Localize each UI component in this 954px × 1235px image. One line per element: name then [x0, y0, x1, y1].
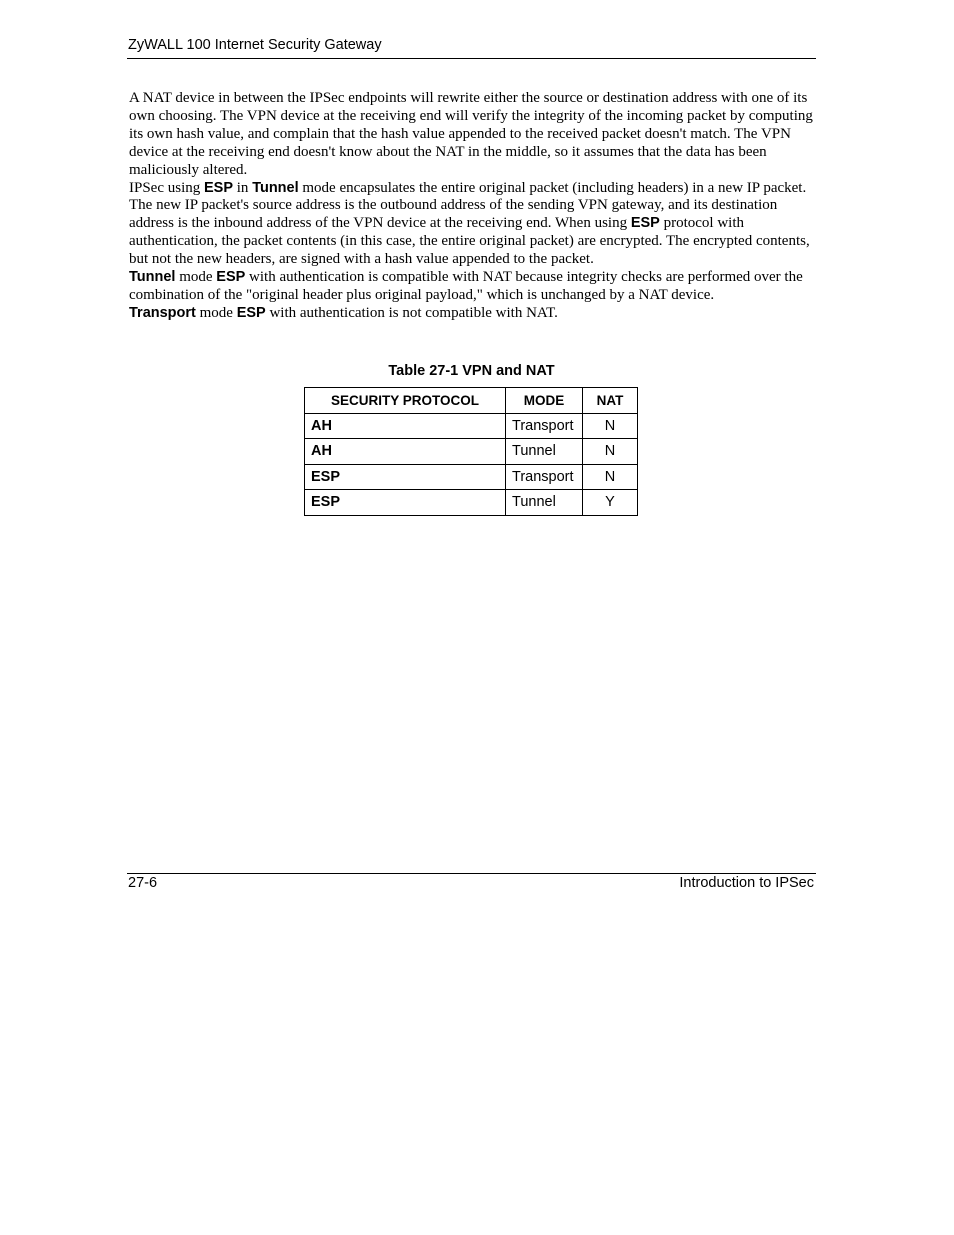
paragraph-transport-incompatible	[129, 305, 817, 323]
running-header: ZyWALL 100 Internet Security Gateway	[128, 37, 382, 53]
table-caption: Table 27-1 VPN and NAT	[388, 363, 555, 379]
column-header-security-protocol: SECURITY PROTOCOL	[305, 388, 506, 414]
term-transport: Transport	[129, 304, 196, 321]
text-run: protocol with authentication, the packet contents (in this case, the entire original packet) are encrypted. The encrypted contents, but not the new headers, are signed with a hash value appended to the packet.	[129, 215, 810, 268]
text-run: with authentication is compatible with NAT because integrity checks are performed over the combination of the "original header plus original payload," which is unchanged by a NAT device.	[129, 269, 803, 303]
cell-nat: N	[583, 413, 638, 439]
term-esp: ESP	[216, 269, 246, 286]
cell-protocol: ESP	[305, 464, 506, 490]
page-number: 27-6	[128, 875, 158, 891]
cell-protocol: AH	[305, 413, 506, 439]
table-row	[305, 464, 638, 490]
cell-mode: Tunnel	[506, 490, 583, 516]
table-row	[305, 490, 638, 516]
cell-nat: N	[583, 464, 638, 490]
paragraph-nat-rewrite: A NAT device in between the IPSec endpoints will rewrite either the source or destination address with one of its own choosing. The VPN device at the receiving end will verify the integrity of the incoming packet by computing its own hash value, and complain that the hash value appended to the received packet doesn't match. The VPN device at the receiving end doesn't know about the NAT in the middle, so it assumes that the data has been maliciously altered.	[129, 90, 813, 178]
text-run: with authentication is not compatible with NAT.	[265, 304, 558, 321]
cell-mode: Transport	[506, 413, 583, 439]
column-header-nat: NAT	[583, 388, 638, 414]
footer-rule	[127, 873, 816, 874]
text-run: mode	[195, 304, 237, 321]
footer-section-title: Introduction to IPSec	[679, 875, 814, 891]
table-row	[305, 413, 638, 439]
text-run: mode	[175, 269, 217, 286]
vpn-nat-table	[304, 387, 638, 516]
term-esp: ESP	[236, 304, 266, 321]
text-run: IPSec using	[129, 179, 204, 196]
table-row	[305, 439, 638, 465]
cell-mode: Transport	[506, 464, 583, 490]
cell-protocol: AH	[305, 439, 506, 465]
cell-nat: N	[583, 439, 638, 465]
paragraph-tunnel-compatible	[129, 269, 817, 305]
text-run: mode encapsulates the entire original packet (including headers) in a new IP packet. The new IP packet's source address is the outbound address of the sending VPN gateway, and its destination address is the inbound address of the VPN device at the receiving end. When using	[129, 179, 807, 232]
text-run: in	[233, 179, 253, 196]
term-esp: ESP	[204, 179, 234, 196]
table-header-row	[305, 388, 638, 414]
term-tunnel: Tunnel	[252, 179, 299, 196]
header-rule	[127, 58, 816, 59]
cell-mode: Tunnel	[506, 439, 583, 465]
paragraph-esp-tunnel	[129, 180, 817, 270]
body-text	[129, 90, 817, 323]
column-header-mode: MODE	[506, 388, 583, 414]
cell-protocol: ESP	[305, 490, 506, 516]
cell-nat: Y	[583, 490, 638, 516]
term-tunnel: Tunnel	[129, 269, 176, 286]
term-esp: ESP	[630, 215, 660, 232]
